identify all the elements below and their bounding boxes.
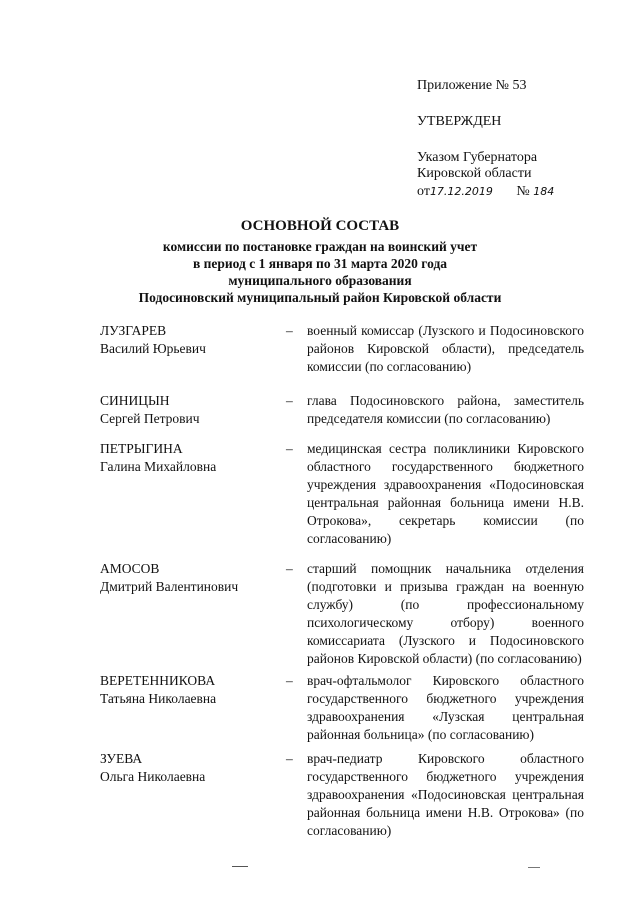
member-name	[100, 322, 270, 358]
dash-separator: –	[286, 393, 293, 408]
member-name	[100, 392, 270, 428]
member-name	[100, 672, 270, 708]
approved-label: УТВЕРЖДЕН	[417, 114, 502, 129]
decree-line-1: Указом Губернатора	[417, 150, 538, 165]
member-given-name: Ольга Николаевна	[100, 769, 206, 784]
scan-mark	[528, 867, 540, 868]
member-role: глава Подосиновского района, заместитель председателя комиссии (по согласованию)	[307, 393, 584, 426]
title-line-1: комиссии по постановке граждан на воинский учет	[162, 239, 478, 254]
document-title: ОСНОВНОЙ СОСТАВ	[240, 218, 400, 234]
dash-separator: –	[286, 441, 293, 456]
date-prefix: от	[417, 184, 430, 199]
member-surname: ВЕРЕТЕННИКОВА	[100, 673, 216, 688]
member-given-name: Татьяна Николаевна	[100, 691, 217, 706]
handwritten-number: 184	[533, 185, 555, 198]
title-line-3: муниципального образования	[228, 273, 412, 288]
member-role: врач-офтальмолог Кировского областного государственного бюджетного учреждения здравоохранения «Лузская центральная районная больница» (по согласованию)	[307, 673, 584, 742]
handwritten-date: 17.12.2019	[429, 185, 493, 198]
member-given-name: Василий Юрьевич	[100, 341, 206, 356]
dash-separator: –	[286, 673, 293, 688]
dash-separator: –	[286, 561, 293, 576]
member-name	[100, 440, 270, 476]
member-given-name: Дмитрий Валентинович	[100, 579, 239, 594]
member-name	[100, 560, 270, 596]
dash-separator: –	[286, 751, 293, 766]
member-role: старший помощник начальника отделения (подготовки и призыва граждан на военную службу) (по профессиональному психологическому отбору) военного комиссариата (Лузского и Подосиновского районов Кировской области) (по согласованию)	[307, 561, 584, 666]
member-name	[100, 750, 270, 786]
member-surname: СИНИЦЫН	[100, 393, 170, 408]
member-surname: ЛУЗГАРЕВ	[100, 323, 167, 338]
appendix-label: Приложение № 53	[417, 78, 527, 93]
member-surname: ЗУЕВА	[100, 751, 143, 766]
decree-line-2: Кировской области	[417, 166, 532, 181]
member-role: врач-педиатр Кировского областного государственного бюджетного учреждения здравоохранения «Подосиновская центральная районная больница имени Н.В. Отрокова» (по согласованию)	[307, 751, 584, 838]
member-given-name: Галина Михайловна	[100, 459, 217, 474]
title-line-2: в период с 1 января по 31 марта 2020 года	[192, 256, 448, 271]
dash-separator: –	[286, 323, 293, 338]
member-role: медицинская сестра поликлиники Кировского областного государственного бюджетного учреждения здравоохранения «Подосиновская центральная районная больница имени Н.В. Отрокова», секретарь комиссии (по согласованию)	[307, 441, 584, 546]
decree-date-line	[417, 184, 554, 200]
number-prefix: №	[516, 184, 530, 199]
member-surname: ПЕТРЫГИНА	[100, 441, 183, 456]
member-surname: АМОСОВ	[100, 561, 160, 576]
member-given-name: Сергей Петрович	[100, 411, 200, 426]
member-role: военный комиссар (Лузского и Подосиновского районов Кировской области), председатель комиссии (по согласованию)	[307, 323, 584, 374]
scan-mark	[232, 866, 248, 867]
title-line-4: Подосиновский муниципальный район Кировской области	[138, 290, 502, 305]
